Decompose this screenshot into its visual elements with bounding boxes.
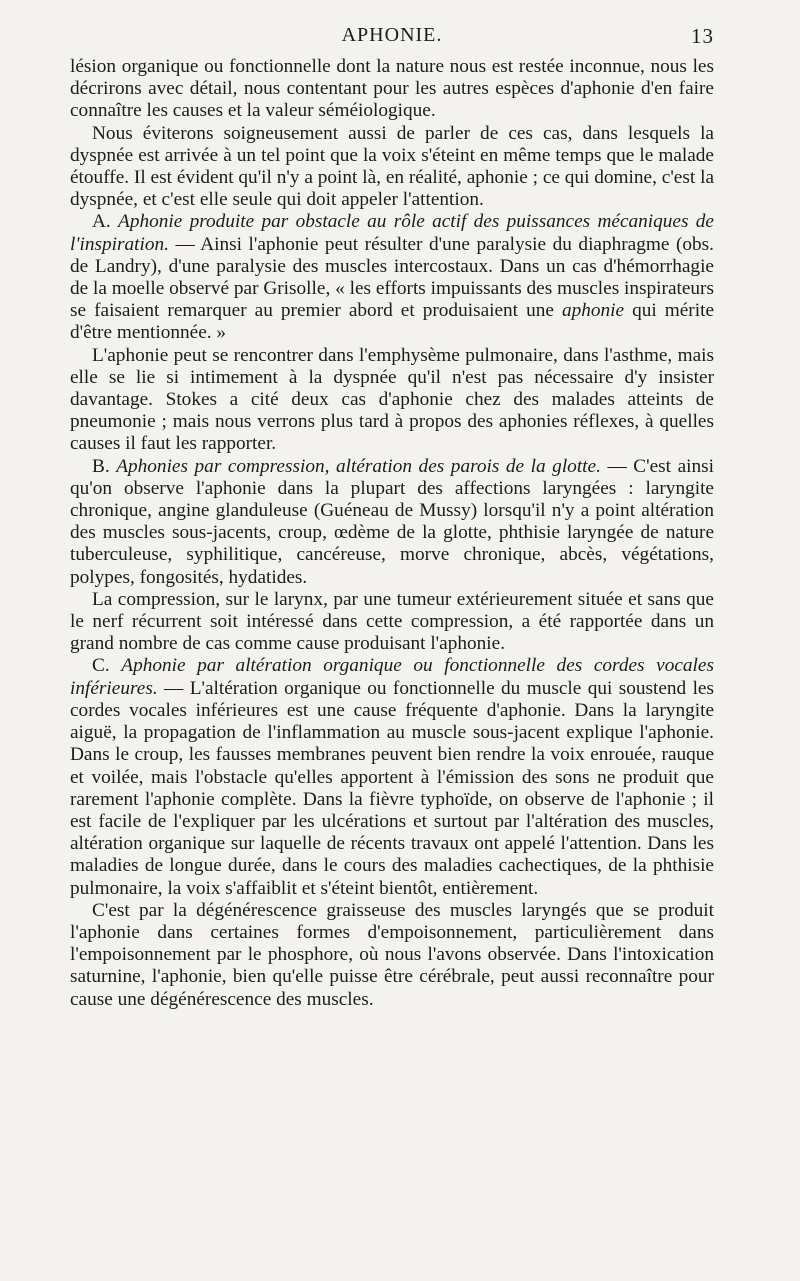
- text-run: Nous éviterons soigneusement aussi de parler de ces cas, dans lesquels la dyspnée est arrivée à un tel point que la voix s'éteint en même temps que le malade étouffe. Il est évident qu'il n'y a point là, en réalité, aphonie ; ce qui domine, c'est la dyspnée, et c'est elle seule qui doit appeler l'attention.: [70, 122, 714, 211]
- body-text: [70, 56, 714, 1011]
- text-run: C.: [92, 655, 122, 677]
- text-run: C'est par la dégénérescence graisseuse des muscles laryngés que se produit l'aphonie dans certaines formes d'empoisonnement, particulièrement dans l'empoisonnement par le phosphore, où nous l'avons observée. Dans l'intoxication saturnine, l'aphonie, bien qu'elle puisse être cérébrale, peut aussi reconnaître pour cause une dégénérescence des muscles.: [70, 899, 714, 1010]
- text-run: A.: [92, 211, 119, 233]
- paragraph: [70, 56, 714, 123]
- italic-run: aphonie: [561, 300, 625, 322]
- running-title: APHONIE.: [341, 24, 443, 46]
- paragraph: [70, 655, 714, 899]
- text-run: B.: [92, 455, 117, 477]
- text-run: — Ainsi l'aphonie peut résulter d'une paralysie du diaphragme (obs. de Landry), d'une paralysie des muscles intercostaux. Dans un cas d'hémorrhagie de la moelle observé par Grisolle, « les efforts impuissants des muscles inspirateurs se faisaient remarquer au premier abord et produisaient une: [70, 233, 714, 322]
- text-run: La compression, sur le larynx, par une tumeur extérieurement située et sans que le nerf récurrent soit intéressé dans cette compression, a été rapportée dans un grand nombre de cas comme cause produisant l'aphonie.: [70, 588, 714, 655]
- text-run: lésion organique ou fonctionnelle dont la nature nous est restée inconnue, nous les décrirons avec détail, nous contentant pour les autres espèces d'aphonie d'en faire connaître les causes et la valeur séméiologique.: [70, 56, 714, 122]
- text-run: — L'altération organique ou fonctionnelle du muscle qui soustend les cordes vocales inférieures est une cause fréquente d'aphonie. Dans la laryngite aiguë, la propagation de l'inflammation au muscle sous-jacent explique l'aphonie. Dans le croup, les fausses membranes peuvent bien rendre la voix enrouée, rauque et voilée, mais l'obstacle qu'elles apportent à l'émission des sons ne produit que rarement l'aphonie complète. Dans la fièvre typhoïde, on observe de l'aphonie ; il est facile de l'expliquer par les ulcérations et surtout par l'altération des muscles, altération organique sur laquelle de récents travaux ont appelé l'attention. Dans les maladies de longue durée, dans le cours des maladies cachectiques, de la phthisie pulmonaire, la voix s'affaiblit et s'éteint bientôt, entièrement.: [70, 677, 714, 899]
- paragraph: [70, 123, 714, 212]
- italic-run: Aphonie produite par obstacle au rôle actif des puissances mécaniques de l'inspiration.: [70, 211, 714, 255]
- italic-run: Aphonie par altération organique ou fonctionnelle des cordes vocales inférieures.: [70, 655, 714, 699]
- text-run: L'aphonie peut se rencontrer dans l'emphysème pulmonaire, dans l'asthme, mais elle se lie si intimement à la dyspnée qu'il n'est pas nécessaire d'y insister davantage. Stokes a cité deux cas d'aphonie chez des malades atteints de pneumonie ; mais nous verrons plus tard à propos des aphonies réflexes, à quelles causes il faut les rapporter.: [70, 344, 714, 455]
- paragraph: [70, 211, 714, 344]
- page-number: 13: [691, 24, 714, 48]
- paragraph: [70, 456, 714, 589]
- italic-run: Aphonies par compression, altération des parois de la glotte.: [116, 455, 601, 477]
- paragraph: [70, 900, 714, 1011]
- text-run: qui mérite d'être mentionnée. »: [70, 300, 714, 344]
- text-run: — C'est ainsi qu'on observe l'aphonie dans la plupart des affections laryngées : laryngite chronique, angine glanduleuse (Guéneau de Mussy) lorsqu'il n'y a point altération des muscles sous-jacents, croup, œdème de la glotte, phthisie laryngée de nature tuberculeuse, syphilitique, cancéreuse, morve chronique, abcès, végétations, polypes, fongosités, hydatides.: [70, 455, 714, 588]
- running-head: [70, 24, 714, 50]
- paragraph: [70, 589, 714, 656]
- paragraph: [70, 345, 714, 456]
